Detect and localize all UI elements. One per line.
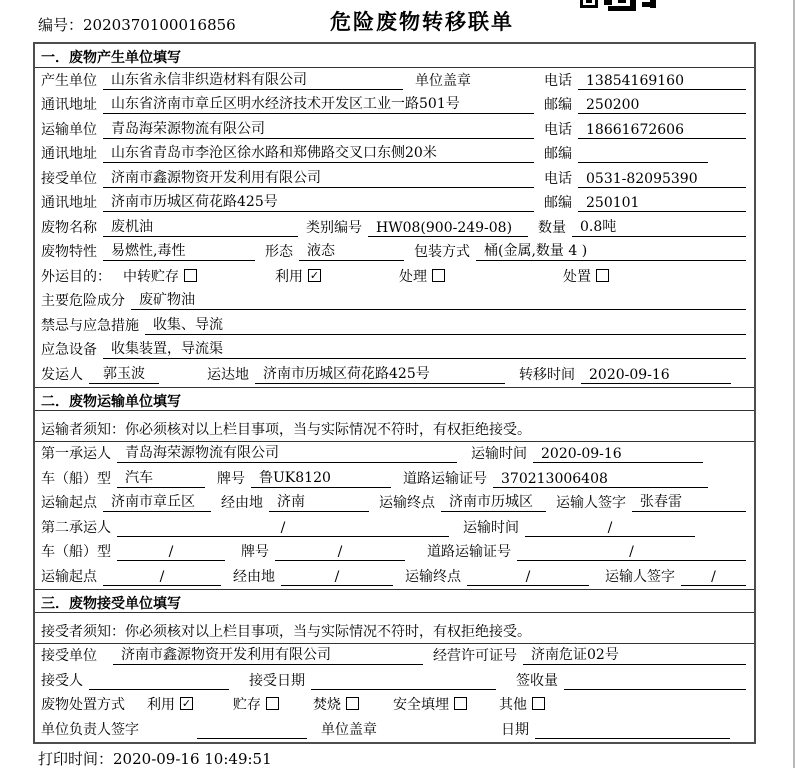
disposal-method-row bbox=[35, 693, 754, 718]
checkbox-disposal-store bbox=[266, 697, 279, 710]
received-qty-value bbox=[564, 673, 746, 690]
purpose-option-treat: 处理 bbox=[399, 266, 445, 286]
checkbox-disposal-utilize: ✓ bbox=[181, 697, 192, 710]
producer-address-value: 山东省济南市章丘区明水经济技术开发区工业一路501号 bbox=[103, 93, 534, 114]
route1-row bbox=[35, 491, 754, 516]
route2-to-value: / bbox=[467, 569, 589, 586]
transport-time1-value: 2020-09-16 bbox=[533, 446, 703, 463]
route2-sign-value: / bbox=[681, 569, 746, 586]
route1-from-value: 济南市章丘区 bbox=[103, 491, 211, 512]
producer-zip-label: 邮编 bbox=[544, 97, 572, 113]
checkbox-storage bbox=[184, 269, 197, 282]
route2-to-label: 运输终点 bbox=[405, 568, 461, 585]
emergency-equipment-label: 应急设备 bbox=[41, 342, 97, 358]
first-carrier-value: 青岛海荣源物流有限公司 bbox=[117, 442, 457, 463]
transporter-unit-value: 青岛海荣源物流有限公司 bbox=[103, 118, 534, 139]
waste-characteristic-label: 废物特性 bbox=[41, 244, 97, 260]
transfer-time-value: 2020-09-16 bbox=[581, 367, 731, 384]
producer-address-label: 通讯地址 bbox=[41, 97, 97, 113]
road-license1-label: 道路运输证号 bbox=[403, 470, 487, 487]
waste-form-label: 形态 bbox=[265, 244, 293, 260]
waste-characteristic-value: 易燃性,毒性 bbox=[103, 240, 255, 261]
road-license1-value: 370213006408 bbox=[493, 471, 708, 488]
hazard-component-value: 废矿物油 bbox=[131, 289, 746, 310]
producer-unit-label: 产生单位 bbox=[41, 72, 97, 89]
transport-time1-label: 运输时间 bbox=[471, 446, 527, 462]
route1-sign-label: 运输人签字 bbox=[556, 495, 626, 511]
transporter-unit-label: 运输单位 bbox=[41, 121, 97, 138]
route1-via-label: 经由地 bbox=[221, 495, 263, 511]
transporter-zip-value bbox=[578, 146, 708, 163]
waste-qty-value: 0.8吨 bbox=[572, 216, 746, 237]
purpose-option-utilize: 利用 ✓ bbox=[275, 268, 320, 285]
plate1-value: 鲁UK8120 bbox=[251, 467, 391, 488]
emergency-equipment-row bbox=[35, 338, 754, 363]
receiver-address-label: 通讯地址 bbox=[41, 195, 97, 211]
accept-date-label: 接受日期 bbox=[249, 672, 305, 689]
receiver-zip-value: 250101 bbox=[578, 195, 746, 212]
waste-code-value: HW08(900-249-08) bbox=[368, 220, 528, 237]
disposal-option-store: 贮存 bbox=[233, 694, 279, 714]
disposal-option-incinerate: 焚烧 bbox=[313, 694, 359, 714]
page-edge-line bbox=[793, 0, 795, 768]
sign-date-value bbox=[535, 722, 730, 739]
transporter-address-row bbox=[35, 142, 754, 167]
print-time-label: 打印时间： bbox=[38, 750, 114, 768]
checkbox-dispose bbox=[596, 269, 609, 282]
route2-via-value: / bbox=[281, 569, 393, 586]
section2-title: 二．废物运输单位填写 bbox=[35, 387, 754, 411]
checkbox-treat bbox=[432, 269, 445, 282]
responsible-sign-value bbox=[197, 722, 307, 739]
vehicle-type2-label: 车（船）型 bbox=[41, 544, 111, 560]
waste-characteristic-row bbox=[35, 240, 754, 265]
serial-label: 编号： bbox=[38, 16, 84, 34]
transporter-phone-label: 电话 bbox=[544, 121, 572, 138]
first-carrier-row bbox=[35, 442, 754, 467]
vehicle-type2-value: / bbox=[117, 544, 225, 561]
route1-from-label: 运输起点 bbox=[41, 495, 97, 511]
sign-date-label: 日期 bbox=[501, 721, 529, 738]
route1-to-value: 济南市历城区 bbox=[441, 491, 546, 512]
producer-phone-label: 电话 bbox=[544, 72, 572, 89]
checkbox-disposal-landfill bbox=[454, 697, 467, 710]
section3-title: 三．废物接受单位填写 bbox=[35, 589, 754, 613]
checkbox-disposal-incinerate bbox=[346, 697, 359, 710]
accept-unit-label: 接受单位 bbox=[41, 648, 97, 664]
page-title: 危险废物转移联单 bbox=[330, 10, 514, 34]
operating-license-value: 济南危证02号 bbox=[523, 644, 746, 665]
sender-value: 郭玉波 bbox=[89, 363, 159, 384]
responsible-sign-row bbox=[35, 717, 754, 742]
receiver-unit-row bbox=[35, 166, 754, 191]
receiver-address-value: 济南市历城区荷花路425号 bbox=[103, 191, 534, 212]
receiver-notice: 接受者须知：你必须核对以上栏目事项，当与实际情况不符时，有权拒绝接受。 bbox=[35, 613, 754, 644]
hazard-component-label: 主要危险成分 bbox=[41, 293, 125, 309]
destination-label: 运达地 bbox=[207, 366, 249, 383]
receiver-zip-label: 邮编 bbox=[544, 195, 572, 211]
print-time-value: 2020-09-16 10:49:51 bbox=[113, 750, 272, 768]
vehicle2-row bbox=[35, 540, 754, 565]
disposal-option-other: 其他 bbox=[499, 694, 545, 714]
transfer-purpose-row bbox=[35, 264, 754, 289]
transfer-time-label: 转移时间 bbox=[519, 366, 575, 383]
unit-seal-label: 单位盖章 bbox=[415, 72, 471, 89]
road-license2-label: 道路运输证号 bbox=[427, 544, 511, 560]
operating-license-label: 经营许可证号 bbox=[433, 648, 517, 664]
serial-number bbox=[38, 14, 236, 35]
vehicle1-row bbox=[35, 466, 754, 491]
taboo-measures-label: 禁忌与应急措施 bbox=[41, 317, 139, 334]
vehicle-type1-value: 汽车 bbox=[117, 467, 205, 488]
second-carrier-row bbox=[35, 515, 754, 540]
accept-date-value bbox=[311, 673, 496, 690]
accept-unit-value: 济南市鑫源物资开发利用有限公司 bbox=[113, 644, 423, 665]
transporter-notice: 运输者须知：你必须核对以上栏目事项，当与实际情况不符时，有权拒绝接受。 bbox=[35, 411, 754, 442]
destination-value: 济南市历城区荷花路425号 bbox=[255, 363, 505, 384]
receiver-phone-label: 电话 bbox=[544, 170, 572, 187]
producer-address-row bbox=[35, 93, 754, 118]
waste-form-value: 液态 bbox=[299, 240, 404, 261]
taboo-measures-value: 收集、导流 bbox=[145, 314, 746, 335]
responsible-sign-label: 单位负责人签字 bbox=[41, 721, 139, 738]
section1-title: 一．废物产生单位填写 bbox=[35, 44, 754, 68]
waste-qty-label: 数量 bbox=[538, 219, 566, 236]
transfer-purpose-label: 外运目的： bbox=[41, 268, 111, 285]
checkbox-utilize: ✓ bbox=[309, 268, 320, 282]
accept-person-row bbox=[35, 668, 754, 693]
second-carrier-value: / bbox=[117, 520, 449, 537]
plate2-value: / bbox=[275, 544, 405, 561]
receiver-address-row bbox=[35, 191, 754, 216]
transporter-zip-label: 邮编 bbox=[544, 146, 572, 162]
waste-code-label: 类别编号 bbox=[306, 219, 362, 236]
route1-via-value: 济南 bbox=[269, 491, 369, 512]
hazard-component-row bbox=[35, 289, 754, 314]
plate2-label: 牌号 bbox=[241, 544, 269, 560]
route2-row bbox=[35, 564, 754, 589]
producer-phone-value: 13854169160 bbox=[578, 73, 746, 90]
disposal-option-landfill: 安全填埋 bbox=[393, 694, 467, 714]
manifest-form bbox=[33, 42, 756, 744]
vehicle-type1-label: 车（船）型 bbox=[41, 470, 111, 487]
receiver-unit-label: 接受单位 bbox=[41, 170, 97, 187]
route1-sign-value: 张春雷 bbox=[632, 491, 746, 512]
producer-zip-value: 250200 bbox=[578, 97, 746, 114]
route2-from-value: / bbox=[103, 569, 221, 586]
print-time bbox=[38, 748, 272, 768]
transport-time2-label: 运输时间 bbox=[463, 519, 519, 536]
accept-unit-row bbox=[35, 644, 754, 669]
waste-pack-value: 桶(金属,数量 4 ) bbox=[476, 240, 746, 261]
receiver-unit-value: 济南市鑫源物资开发利用有限公司 bbox=[103, 167, 534, 188]
accept-person-value bbox=[89, 673, 229, 690]
route2-via-label: 经由地 bbox=[233, 568, 275, 585]
disposal-option-utilize: 利用 ✓ bbox=[147, 697, 192, 713]
transporter-unit-row bbox=[35, 117, 754, 142]
plate1-label: 牌号 bbox=[217, 470, 245, 487]
unit-seal2-label: 单位盖章 bbox=[321, 721, 377, 738]
transport-time2-value: / bbox=[525, 520, 695, 537]
transporter-phone-value: 18661672606 bbox=[578, 122, 746, 139]
producer-unit-value: 山东省永信非织造材料有限公司 bbox=[103, 69, 403, 90]
route1-to-label: 运输终点 bbox=[379, 495, 435, 511]
dispatch-row bbox=[35, 362, 754, 387]
transporter-address-label: 通讯地址 bbox=[41, 146, 97, 162]
waste-name-row bbox=[35, 215, 754, 240]
accept-person-label: 接受人 bbox=[41, 672, 83, 689]
route2-from-label: 运输起点 bbox=[41, 568, 97, 585]
route2-sign-label: 运输人签字 bbox=[605, 568, 675, 585]
purpose-option-storage: 中转贮存 bbox=[123, 266, 197, 286]
taboo-measures-row bbox=[35, 313, 754, 338]
producer-unit-row bbox=[35, 68, 754, 93]
waste-name-value: 废机油 bbox=[103, 216, 298, 237]
receiver-phone-value: 0531-82095390 bbox=[578, 171, 746, 188]
emergency-equipment-value: 收集装置，导流渠 bbox=[103, 338, 746, 359]
received-qty-label: 签收量 bbox=[516, 672, 558, 689]
serial-value: 2020370100016856 bbox=[83, 16, 236, 34]
qr-code-partial-icon bbox=[578, 0, 658, 11]
sender-label: 发运人 bbox=[41, 366, 83, 383]
waste-pack-label: 包装方式 bbox=[414, 244, 470, 260]
road-license2-value: / bbox=[517, 544, 746, 561]
first-carrier-label: 第一承运人 bbox=[41, 446, 111, 462]
second-carrier-label: 第二承运人 bbox=[41, 519, 111, 536]
disposal-method-label: 废物处置方式 bbox=[41, 697, 125, 713]
purpose-option-dispose: 处置 bbox=[563, 266, 609, 286]
transporter-address-value: 山东省青岛市李沧区徐水路和郑佛路交叉口东侧20米 bbox=[103, 142, 534, 163]
checkbox-disposal-other bbox=[532, 697, 545, 710]
waste-name-label: 废物名称 bbox=[41, 219, 97, 236]
